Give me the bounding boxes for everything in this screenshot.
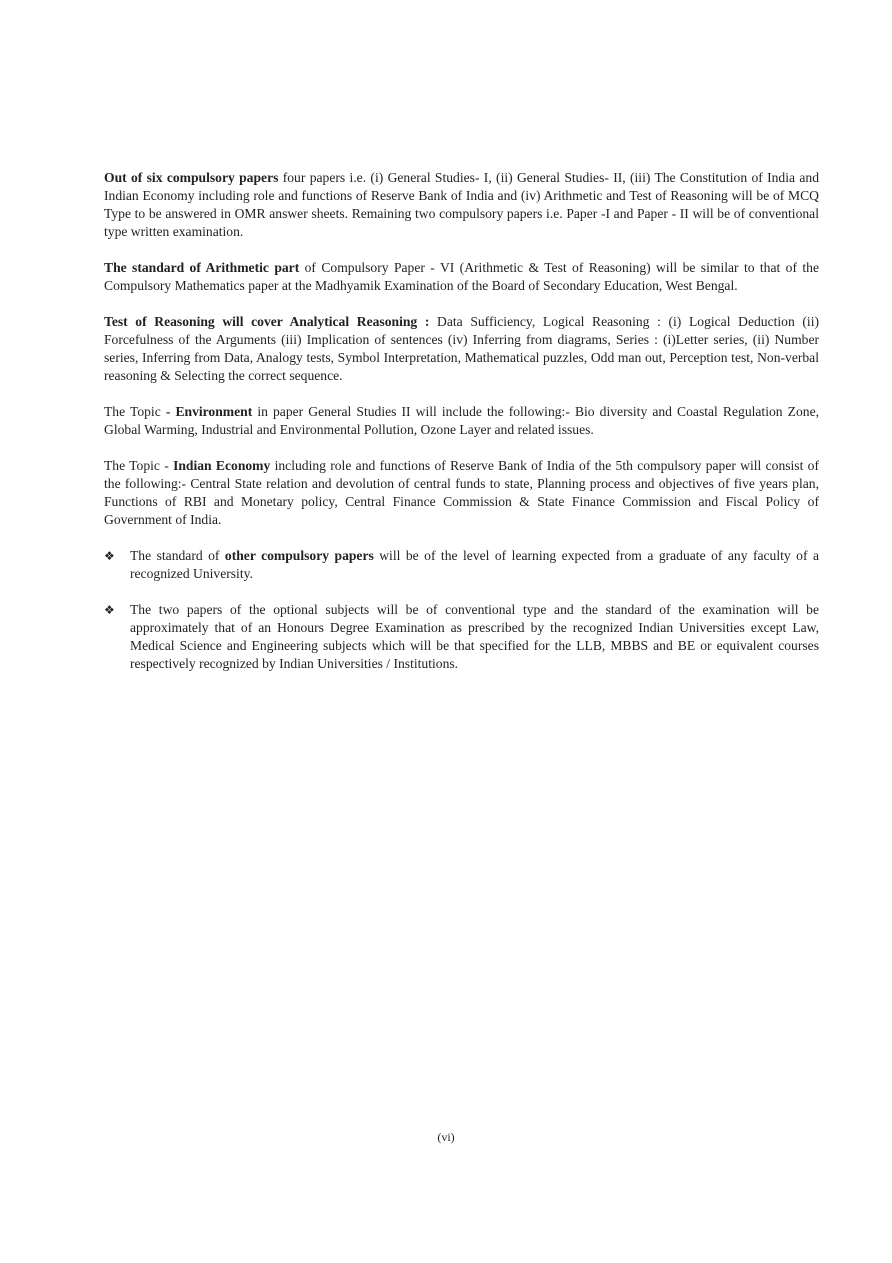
- bullet-text: will be of the level of learning expected from a graduate of any faculty of a recognized University.: [130, 548, 819, 581]
- paragraph-text: of Compulsory Paper - VI (Arithmetic & Test of Reasoning) will be similar to that of the Compulsory Mathematics paper at the Madhyamik Examination of the Board of Secondary Education, West Bengal.: [104, 260, 819, 293]
- bullet-optional-subjects: [104, 601, 819, 673]
- bullet-text: The two papers of the optional subjects will be of conventional type and the standard of the examination will be approximately that of an Honours Degree Examination as prescribed by the recognized Indian Universities except Law, Medical Science and Engineering subjects which will be that specified for the LLB, MBBS and BE or equivalent courses respectively recognized by Indian Universities / Institutions.: [130, 602, 819, 671]
- bullet-other-compulsory-papers: [104, 547, 819, 583]
- paragraph-arithmetic-standard: [104, 259, 819, 295]
- paragraph-lead-bold: The standard of Arithmetic part: [104, 260, 300, 275]
- paragraph-prefix: The Topic -: [104, 458, 174, 473]
- paragraph-text: four papers i.e. (i) General Studies- I, (ii) General Studies- II, (iii) The Constitution of India and Indian Economy including role and functions of Reserve Bank of India and (iv) Arithmetic and Test of Reasoning will be of MCQ Type to be answered in OMR answer sheets. Remaining two compulsory papers i.e. Paper -I and Paper - II will be of conventional type written examination.: [104, 170, 819, 239]
- paragraph-compulsory-papers: [104, 169, 819, 241]
- paragraph-inline-bold: - Environment: [165, 404, 253, 419]
- paragraph-inline-bold: Indian Economy: [173, 458, 271, 473]
- bullet-inline-bold: other compulsory papers: [224, 548, 374, 563]
- paragraph-environment-topic: [104, 403, 819, 439]
- bullet-prefix: The standard of: [130, 548, 225, 563]
- paragraph-text: in paper General Studies II will include the following:- Bio diversity and Coastal Regulation Zone, Global Warming, Industrial and Environmental Pollution, Ozone Layer and related issues.: [104, 404, 819, 437]
- document-body: [104, 169, 819, 691]
- paragraph-test-of-reasoning: [104, 313, 819, 385]
- paragraph-lead-bold: Test of Reasoning will cover Analytical Reasoning :: [104, 314, 430, 329]
- paragraph-prefix: The Topic: [104, 404, 166, 419]
- paragraph-text: Data Sufficiency, Logical Reasoning : (i) Logical Deduction (ii) Forcefulness of the Arguments (iii) Implication of sentences (iv) Inferring from diagrams, Series : (i)Letter series, (ii) Number series, Inferring from Data, Analogy tests, Symbol Interpretation, Mathematical puzzles, Odd man out, Perception test, Non-verbal reasoning & Selecting the correct sequence.: [104, 314, 819, 383]
- paragraph-indian-economy-topic: [104, 457, 819, 529]
- diamond-bullet-icon: ❖: [104, 549, 115, 563]
- diamond-bullet-icon: ❖: [104, 603, 115, 617]
- paragraph-text: including role and functions of Reserve Bank of India of the 5th compulsory paper will consist of the following:- Central State relation and devolution of central funds to state, Planning process and objectives of five years plan, Functions of RBI and Monetary policy, Central Finance Commission & State Finance Commission and Fiscal Policy of Government of India.: [104, 458, 819, 527]
- page-number: (vi): [437, 1130, 455, 1144]
- paragraph-lead-bold: Out of six compulsory papers: [104, 170, 279, 185]
